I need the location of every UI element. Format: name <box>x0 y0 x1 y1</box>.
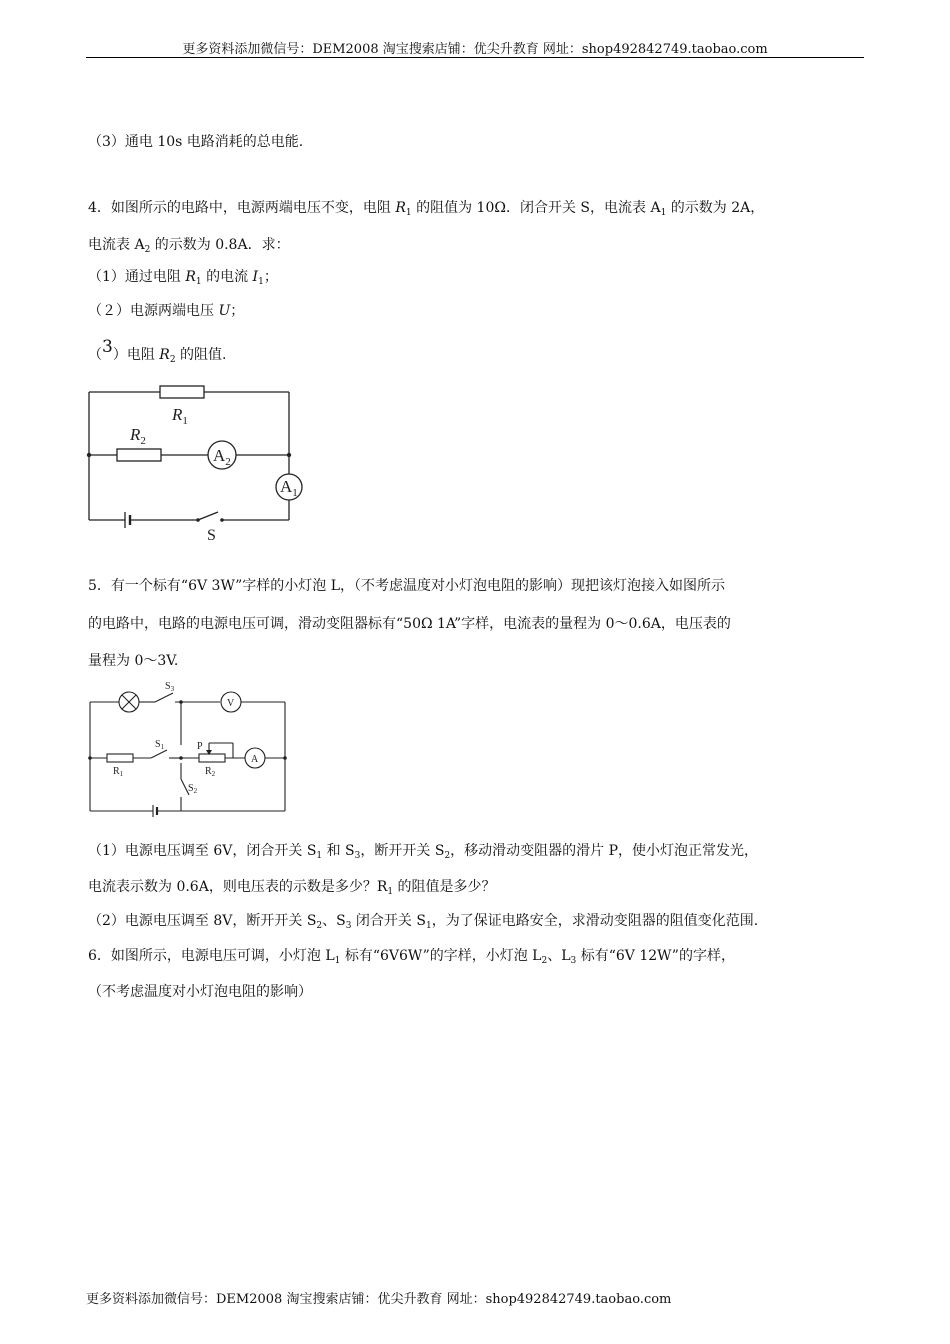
q5-part1-line2: 电流表示数为 0.6A，则电压表的示数是多少？$R_1$ 的阻值是多少？ <box>88 879 496 897</box>
q4-line1: 4．如图所示的电路中，电源两端电压不变，电阻 $R_1$ 的阻值为 10Ω．闭合开关 S，电流表 $A_1$ 的示数为 2A， <box>88 200 765 218</box>
fig4-s-label: S <box>207 527 216 544</box>
header-rule <box>86 57 864 58</box>
q5-circuit-diagram <box>85 675 290 825</box>
q4-part1: （1）通过电阻 $R_1$ 的电流 $I_1$； <box>88 269 278 287</box>
fig4-a2-label: $A_2$ <box>213 446 231 468</box>
fig5-p-label: P <box>197 741 203 752</box>
q4-part2: （２）电源两端电压 U； <box>88 303 245 319</box>
q5-part1-line1: （1）电源电压调至 6V，闭合开关 $S_1$ 和 $S_3$，断开开关 $S_2$，移动滑动变阻器的滑片 P，使小灯泡正常发光， <box>88 843 759 861</box>
fig4-r1-label: $R_1$ <box>172 405 188 427</box>
fig5-a-label: A <box>251 754 259 765</box>
q5-line3: 量程为 0～3V. <box>88 653 179 669</box>
q5-part2: （2）电源电压调至 8V，断开开关 $S_2$、$S_3$ 闭合开关 $S_1$，为了保证电路安全，求滑动变阻器的阻值变化范围. <box>88 913 759 931</box>
fig4-a1-label: $A_1$ <box>280 477 298 499</box>
q5-line2: 的电路中，电路的电源电压可调，滑动变阻器标有“50Ω 1A”字样，电流表的量程为 0～0.6A，电压表的 <box>88 616 731 632</box>
q5-line1: 5．有一个标有“6V 3W”字样的小灯泡 L，（不考虑温度对小灯泡电阻的影响）现把该灯泡接入如图所示 <box>88 578 725 594</box>
fig5-s1-label: $S_1$ <box>155 739 165 751</box>
fig5-s3-label: $S_3$ <box>165 681 175 693</box>
fig5-s2-label: $S_2$ <box>188 783 198 795</box>
fig5-r1-label: $R_1$ <box>113 766 124 778</box>
page-footer: 更多资料添加微信号：DEM2008 淘宝搜索店铺：优尖升教育 网址：shop492842749.taobao.com <box>86 1292 672 1307</box>
page-header: 更多资料添加微信号：DEM2008 淘宝搜索店铺：优尖升教育 网址：shop492842749.taobao.com <box>182 42 768 57</box>
q4-circuit-diagram <box>80 380 310 545</box>
q4-line2: 电流表 $A_2$ 的示数为 0.8A．求： <box>88 237 290 255</box>
q6-line1: 6．如图所示，电源电压可调，小灯泡 $L_1$ 标有“6V6W”的字样，小灯泡 $L_2$、$L_3$ 标有“6V 12W”的字样， <box>88 948 735 966</box>
fig5-v-label: V <box>227 698 235 709</box>
fig5-r2-label: $R_2$ <box>205 766 216 778</box>
q4-part3: （3）电阻 $R_2$ 的阻值. <box>88 337 227 365</box>
q6-line2: （不考虑温度对小灯泡电阻的影响） <box>88 984 312 1000</box>
q3-part3: （3）通电 10s 电路消耗的总电能. <box>88 134 304 150</box>
fig4-r2-label: $R_2$ <box>130 425 146 447</box>
